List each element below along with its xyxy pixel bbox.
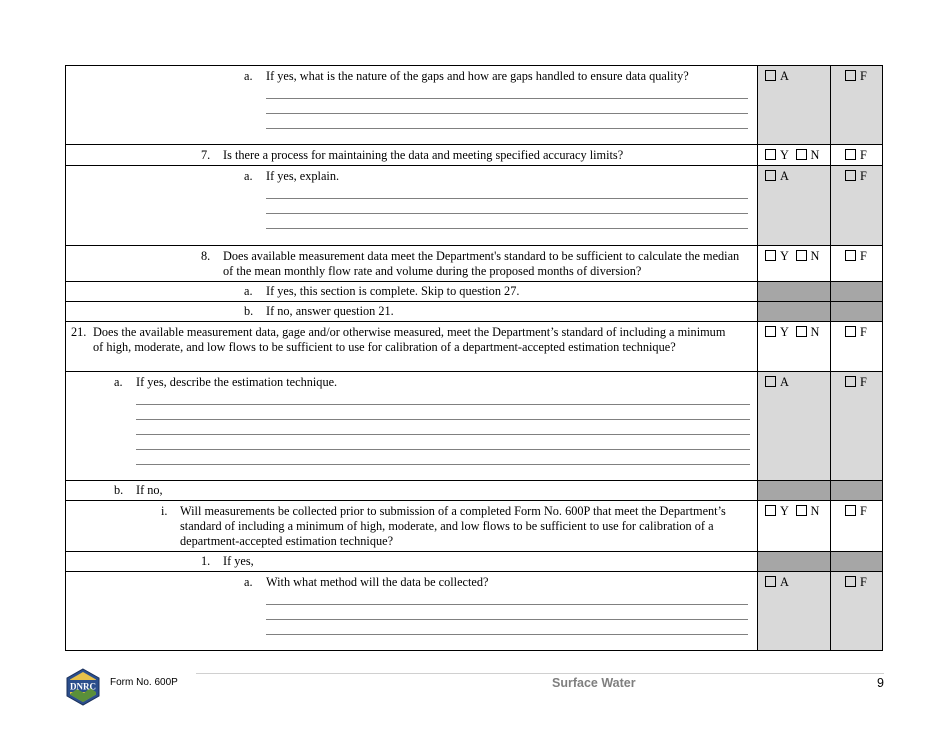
applicant-cell-shaded xyxy=(758,282,831,302)
answer-line[interactable] xyxy=(136,405,750,420)
table-row xyxy=(66,552,883,572)
answer-line[interactable] xyxy=(266,605,748,620)
checkbox-label: A xyxy=(780,169,789,183)
answer-line[interactable] xyxy=(266,620,748,635)
question-cell xyxy=(66,481,758,501)
question-cell xyxy=(66,572,758,651)
checkbox-a[interactable] xyxy=(765,376,776,387)
department-cell xyxy=(831,66,883,145)
question-cell xyxy=(66,145,758,166)
questionnaire-table xyxy=(65,65,883,651)
checkbox-a[interactable] xyxy=(765,170,776,181)
checkbox-label: F xyxy=(860,69,867,83)
checkbox-label: F xyxy=(860,575,867,589)
checkbox-y[interactable] xyxy=(765,326,776,337)
question-cell xyxy=(66,501,758,552)
checkbox-f[interactable] xyxy=(845,326,856,337)
department-cell xyxy=(831,501,883,552)
form-number: Form No. 600P xyxy=(110,677,178,688)
table-row xyxy=(66,501,883,552)
checkbox-n[interactable] xyxy=(796,326,807,337)
question-cell xyxy=(66,282,758,302)
checkbox-label: Y xyxy=(780,148,789,162)
checkbox-label: N xyxy=(810,504,820,518)
question-text: With what method will the data be collected? xyxy=(266,575,489,589)
table-row xyxy=(66,302,883,322)
item-label: b. xyxy=(244,304,254,318)
question-text: If yes, explain. xyxy=(266,169,340,183)
question-text: Is there a process for maintaining the data and meeting specified accuracy limits? xyxy=(223,148,624,162)
checkbox-label: Y xyxy=(780,504,789,518)
applicant-cell xyxy=(758,166,831,246)
answer-line[interactable] xyxy=(266,184,748,199)
checkbox-label: A xyxy=(780,375,789,389)
checkbox-label: F xyxy=(860,169,867,183)
checkbox-n[interactable] xyxy=(796,250,807,261)
checkbox-y[interactable] xyxy=(765,250,776,261)
item-label: a. xyxy=(244,69,253,83)
checkbox-label: F xyxy=(860,504,867,518)
department-cell xyxy=(831,572,883,651)
question-text: If yes, describe the estimation technique. xyxy=(136,375,338,389)
applicant-cell-shaded xyxy=(758,302,831,322)
answer-line[interactable] xyxy=(136,420,750,435)
department-cell xyxy=(831,246,883,282)
checkbox-y[interactable] xyxy=(765,149,776,160)
table-row xyxy=(66,166,883,246)
checkbox-label: N xyxy=(810,325,820,339)
checkbox-f[interactable] xyxy=(845,70,856,81)
answer-line[interactable] xyxy=(266,214,748,229)
logo-text: DNRC xyxy=(70,681,96,692)
checkbox-label: A xyxy=(780,575,789,589)
question-cell xyxy=(66,552,758,572)
question-text: Will measurements be collected prior to submission of a completed Form No. 600P that meet the Department’s standard of including a minimum of high, moderate, and low flows to be sufficient to use for calibration of a department-accepted estimation technique? xyxy=(180,504,726,548)
table-row xyxy=(66,246,883,282)
answer-line[interactable] xyxy=(266,99,748,114)
item-label: a. xyxy=(244,169,253,183)
checkbox-label: Y xyxy=(780,325,789,339)
table-row xyxy=(66,66,883,145)
checkbox-label: F xyxy=(860,375,867,389)
checkbox-a[interactable] xyxy=(765,70,776,81)
table-row xyxy=(66,282,883,302)
question-text: Does available measurement data meet the Department's standard to be sufficient to calculate the median of the mean monthly flow rate and volume during the proposed months of diversion? xyxy=(223,249,740,278)
question-text: If yes, what is the nature of the gaps and how are gaps handled to ensure data quality? xyxy=(266,69,689,83)
answer-line[interactable] xyxy=(266,590,748,605)
checkbox-f[interactable] xyxy=(845,250,856,261)
item-label: i. xyxy=(161,504,168,518)
footer-divider xyxy=(196,673,884,674)
applicant-cell xyxy=(758,322,831,372)
question-cell xyxy=(66,372,758,481)
question-cell xyxy=(66,246,758,282)
department-cell-shaded xyxy=(831,552,883,572)
answer-line[interactable] xyxy=(136,450,750,465)
checkbox-label: F xyxy=(860,249,867,263)
question-cell xyxy=(66,322,758,372)
applicant-cell xyxy=(758,572,831,651)
checkbox-f[interactable] xyxy=(845,376,856,387)
question-cell xyxy=(66,66,758,145)
table-row xyxy=(66,372,883,481)
applicant-cell xyxy=(758,66,831,145)
table-row xyxy=(66,322,883,372)
page-number: 9 xyxy=(877,676,884,690)
answer-line[interactable] xyxy=(266,114,748,129)
question-text: If no, xyxy=(136,483,163,497)
item-label: 7. xyxy=(201,148,211,162)
applicant-cell xyxy=(758,501,831,552)
department-cell xyxy=(831,145,883,166)
checkbox-label: N xyxy=(810,148,820,162)
checkbox-n[interactable] xyxy=(796,149,807,160)
checkbox-label: F xyxy=(860,325,867,339)
department-cell-shaded xyxy=(831,302,883,322)
item-label: a. xyxy=(244,284,253,298)
department-cell xyxy=(831,166,883,246)
department-cell-shaded xyxy=(831,282,883,302)
department-cell xyxy=(831,322,883,372)
table-row xyxy=(66,145,883,166)
item-label: a. xyxy=(244,575,253,589)
question-text: If no, answer question 21. xyxy=(266,304,394,318)
checkbox-label: N xyxy=(810,249,820,263)
question-text: Does the available measurement data, gage and/or otherwise measured, meet the Department’s standard of including a minimum of high, moderate, and low flows to be sufficient to use for calibration of a department-accepted estimation technique? xyxy=(93,325,726,354)
checkbox-a[interactable] xyxy=(765,576,776,587)
checkbox-f[interactable] xyxy=(845,149,856,160)
question-text: If yes, xyxy=(223,554,254,568)
answer-line[interactable] xyxy=(266,84,748,99)
table-row xyxy=(66,481,883,501)
item-label: 21. xyxy=(71,325,87,339)
applicant-cell xyxy=(758,246,831,282)
applicant-cell-shaded xyxy=(758,552,831,572)
checkbox-f[interactable] xyxy=(845,505,856,516)
checkbox-f[interactable] xyxy=(845,170,856,181)
answer-line[interactable] xyxy=(136,435,750,450)
checkbox-y[interactable] xyxy=(765,505,776,516)
section-title: Surface Water xyxy=(552,676,636,690)
checkbox-n[interactable] xyxy=(796,505,807,516)
item-label: b. xyxy=(114,483,124,497)
applicant-cell xyxy=(758,372,831,481)
question-cell xyxy=(66,302,758,322)
checkbox-f[interactable] xyxy=(845,576,856,587)
checkbox-label: F xyxy=(860,148,867,162)
question-cell xyxy=(66,166,758,246)
applicant-cell-shaded xyxy=(758,481,831,501)
question-text: If yes, this section is complete. Skip to question 27. xyxy=(266,284,520,298)
dnrc-logo-icon xyxy=(64,668,102,706)
checkbox-label: A xyxy=(780,69,789,83)
answer-line[interactable] xyxy=(136,390,750,405)
item-label: 1. xyxy=(201,554,211,568)
table-row xyxy=(66,572,883,651)
applicant-cell xyxy=(758,145,831,166)
item-label: a. xyxy=(114,375,123,389)
checkbox-label: Y xyxy=(780,249,789,263)
department-cell xyxy=(831,372,883,481)
answer-line[interactable] xyxy=(266,199,748,214)
item-label: 8. xyxy=(201,249,211,263)
department-cell-shaded xyxy=(831,481,883,501)
